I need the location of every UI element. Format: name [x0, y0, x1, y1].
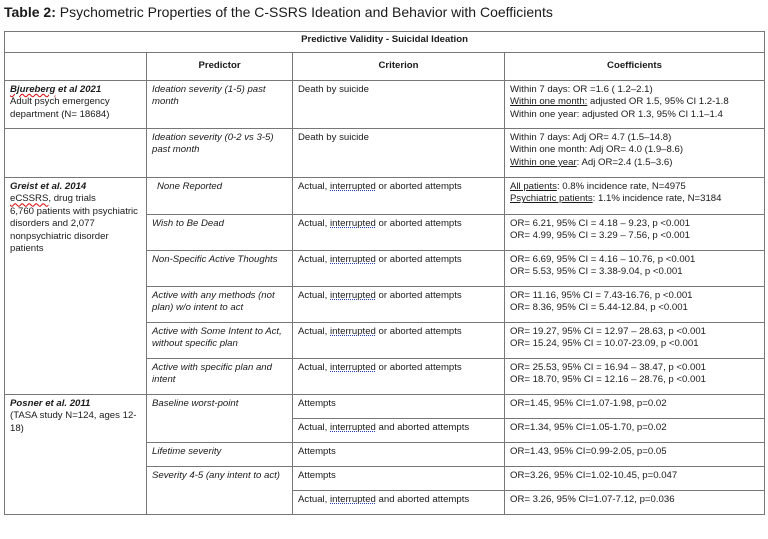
coef-line — [510, 157, 759, 169]
criterion-cell — [293, 251, 505, 287]
coefficient-cell — [505, 323, 765, 359]
criterion-cell — [293, 178, 505, 215]
coef-line — [510, 193, 759, 205]
criterion-text: Actual, — [298, 422, 330, 433]
col-header-study — [5, 53, 147, 81]
predictor-cell: Ideation severity (1-5) past month — [147, 81, 293, 129]
criterion-cell — [293, 419, 505, 443]
criterion-cell — [293, 287, 505, 323]
coefficient-cell — [505, 215, 765, 251]
criterion-cell — [293, 359, 505, 395]
criterion-text: Actual, — [298, 181, 330, 192]
table-title — [4, 3, 553, 21]
study-description-detail: 6,760 patients with psychiatric disorders and 2,077 nonpsychiatric disorder patients — [10, 205, 138, 255]
predictor-cell: Ideation severity (0-2 vs 3-5) past month — [147, 129, 293, 178]
coefficient-cell: OR=1.45, 95% CI=1.07-1.98, p=0.02 — [505, 395, 765, 419]
study-author: Bjureberg — [10, 84, 56, 95]
criterion-cell: Death by suicide — [293, 81, 505, 129]
predictor-cell: Wish to Be Dead — [147, 215, 293, 251]
study-cell-bjureberg — [5, 81, 147, 129]
study-acronym: eCSSRS — [10, 193, 49, 205]
coefficient-cell — [505, 359, 765, 395]
predictor-cell: None Reported — [147, 178, 293, 215]
coefficient-cell — [505, 251, 765, 287]
study-cell-greist — [5, 178, 147, 395]
section-header-row — [5, 32, 765, 53]
study-description: Adult psych emergency department (N= 18684) — [10, 96, 110, 120]
coef-line: OR= 4.99, 95% CI = 3.29 – 7.56, p <0.001 — [510, 230, 691, 242]
criterion-text: or aborted attempts — [375, 290, 462, 301]
criterion-keyword: interrupted — [330, 254, 376, 265]
coef-value: : Adj OR=2.4 (1.5–3.6) — [576, 156, 673, 168]
criterion-keyword: interrupted — [330, 218, 376, 229]
coefficient-cell: OR= 3.26, 95% CI=1.07-7.12, p=0.036 — [505, 491, 765, 515]
criterion-cell: Death by suicide — [293, 129, 505, 178]
coef-line: Within one month: Adj OR= 4.0 (1.9–8.6) — [510, 144, 684, 156]
coef-line — [510, 181, 759, 193]
criterion-keyword: interrupted — [330, 494, 376, 505]
coef-label: Within one year — [510, 156, 577, 168]
col-header-coefficients: Coefficients — [505, 53, 765, 81]
predictor-cell: Lifetime severity — [147, 443, 293, 467]
criterion-text: and aborted attempts — [375, 494, 470, 505]
coef-line: OR= 5.53, 95% CI = 3.38-9.04, p <0.001 — [510, 266, 683, 278]
coef-label: All patients — [510, 181, 557, 192]
col-header-predictor: Predictor — [147, 53, 293, 81]
coef-line: OR= 19.27, 95% CI = 12.97 – 28.63, p <0.001 — [510, 326, 707, 337]
coef-line: Within one year: adjusted OR 1.3, 95% CI 1.1–1.4 — [510, 108, 723, 120]
criterion-text: Actual, — [298, 254, 330, 265]
coefficient-cell — [505, 81, 765, 129]
section-header: Predictive Validity - Suicidal Ideation — [5, 32, 765, 53]
criterion-text: or aborted attempts — [375, 254, 462, 265]
coef-value: adjusted OR 1.5, 95% CI 1.2-1.8 — [587, 96, 729, 108]
coef-line: OR= 8.36, 95% CI = 5.44-12.84, p <0.001 — [510, 302, 688, 314]
criterion-cell: Attempts — [293, 395, 505, 419]
coefficient-cell — [505, 129, 765, 178]
criterion-text: or aborted attempts — [375, 218, 462, 229]
study-author: Posner et al. 2011 — [10, 398, 91, 409]
criterion-cell: Attempts — [293, 467, 505, 491]
criterion-keyword: interrupted — [330, 181, 376, 192]
table-row — [5, 178, 765, 215]
criterion-text: Actual, — [298, 362, 330, 373]
predictor-cell: Active with any methods (not plan) w/o intent to act — [147, 287, 293, 323]
column-header-row — [5, 53, 765, 81]
coef-line: OR= 25.53, 95% CI = 16.94 – 38.47, p <0.001 — [510, 362, 707, 373]
predictor-cell: Non-Specific Active Thoughts — [147, 251, 293, 287]
coef-value: : 1.1% incidence rate, N=3184 — [592, 193, 722, 205]
criterion-text: Actual, — [298, 494, 330, 505]
criterion-keyword: interrupted — [330, 290, 376, 301]
criterion-cell — [293, 491, 505, 515]
study-description: , drug trials — [48, 193, 96, 205]
coef-line: OR= 11.16, 95% CI = 7.43-16.76, p <0.001 — [510, 290, 693, 301]
coef-label: Psychiatric patients — [510, 193, 593, 205]
coefficient-cell: OR=1.43, 95% CI=0.99-2.05, p=0.05 — [505, 443, 765, 467]
coef-line: OR= 6.69, 95% CI = 4.16 – 10.76, p <0.001 — [510, 254, 696, 265]
study-cell-posner — [5, 395, 147, 515]
predictor-cell: Active with specific plan and intent — [147, 359, 293, 395]
table-title-label: Table 2: — [4, 4, 56, 20]
criterion-text: and aborted attempts — [375, 422, 470, 433]
criterion-text: Actual, — [298, 326, 330, 337]
coef-label: Within one month: — [510, 96, 588, 108]
table-row — [5, 395, 765, 419]
predictor-cell: Active with Some Intent to Act, without specific plan — [147, 323, 293, 359]
coef-line: OR= 18.70, 95% CI = 12.16 – 28.76, p <0.001 — [510, 374, 707, 386]
table-title-text: Psychometric Properties of the C-SSRS Ideation and Behavior with Coefficients — [55, 4, 553, 20]
psychometric-table — [4, 31, 765, 515]
table-row — [5, 129, 765, 178]
coef-line: OR= 15.24, 95% CI = 10.07-23.09, p <0.001 — [510, 338, 699, 350]
coefficient-cell: OR=1.34, 95% CI=1.05-1.70, p=0.02 — [505, 419, 765, 443]
predictor-cell: Baseline worst-point — [147, 395, 293, 443]
coef-value: : 0.8% incidence rate, N=4975 — [556, 181, 686, 192]
criterion-cell: Attempts — [293, 443, 505, 467]
coef-line: Within 7 days: OR =1.6 ( 1.2–2.1) — [510, 84, 653, 95]
study-description: (TASA study N=124, ages 12-18) — [10, 410, 137, 434]
predictor-cell: Severity 4-5 (any intent to act) — [147, 467, 293, 515]
coef-line — [510, 96, 759, 108]
criterion-text: or aborted attempts — [375, 326, 462, 337]
coefficient-cell — [505, 287, 765, 323]
col-header-criterion: Criterion — [293, 53, 505, 81]
study-author: Greist et al. 2014 — [10, 181, 87, 192]
criterion-text: Actual, — [298, 218, 330, 229]
criterion-text: or aborted attempts — [375, 181, 462, 192]
criterion-text: or aborted attempts — [375, 362, 462, 373]
criterion-text: Actual, — [298, 290, 330, 301]
coefficient-cell: OR=3.26, 95% CI=1.02-10.45, p=0.047 — [505, 467, 765, 491]
coef-line: OR= 6.21, 95% CI = 4.18 – 9.23, p <0.001 — [510, 218, 691, 229]
criterion-keyword: interrupted — [330, 362, 376, 373]
coef-line: Within 7 days: Adj OR= 4.7 (1.5–14.8) — [510, 132, 672, 143]
criterion-keyword: interrupted — [330, 326, 376, 337]
criterion-keyword: interrupted — [330, 422, 376, 433]
study-author-year: et al 2021 — [55, 84, 102, 95]
criterion-cell — [293, 215, 505, 251]
criterion-cell — [293, 323, 505, 359]
table-row — [5, 81, 765, 129]
coefficient-cell — [505, 178, 765, 215]
study-cell-empty — [5, 129, 147, 178]
